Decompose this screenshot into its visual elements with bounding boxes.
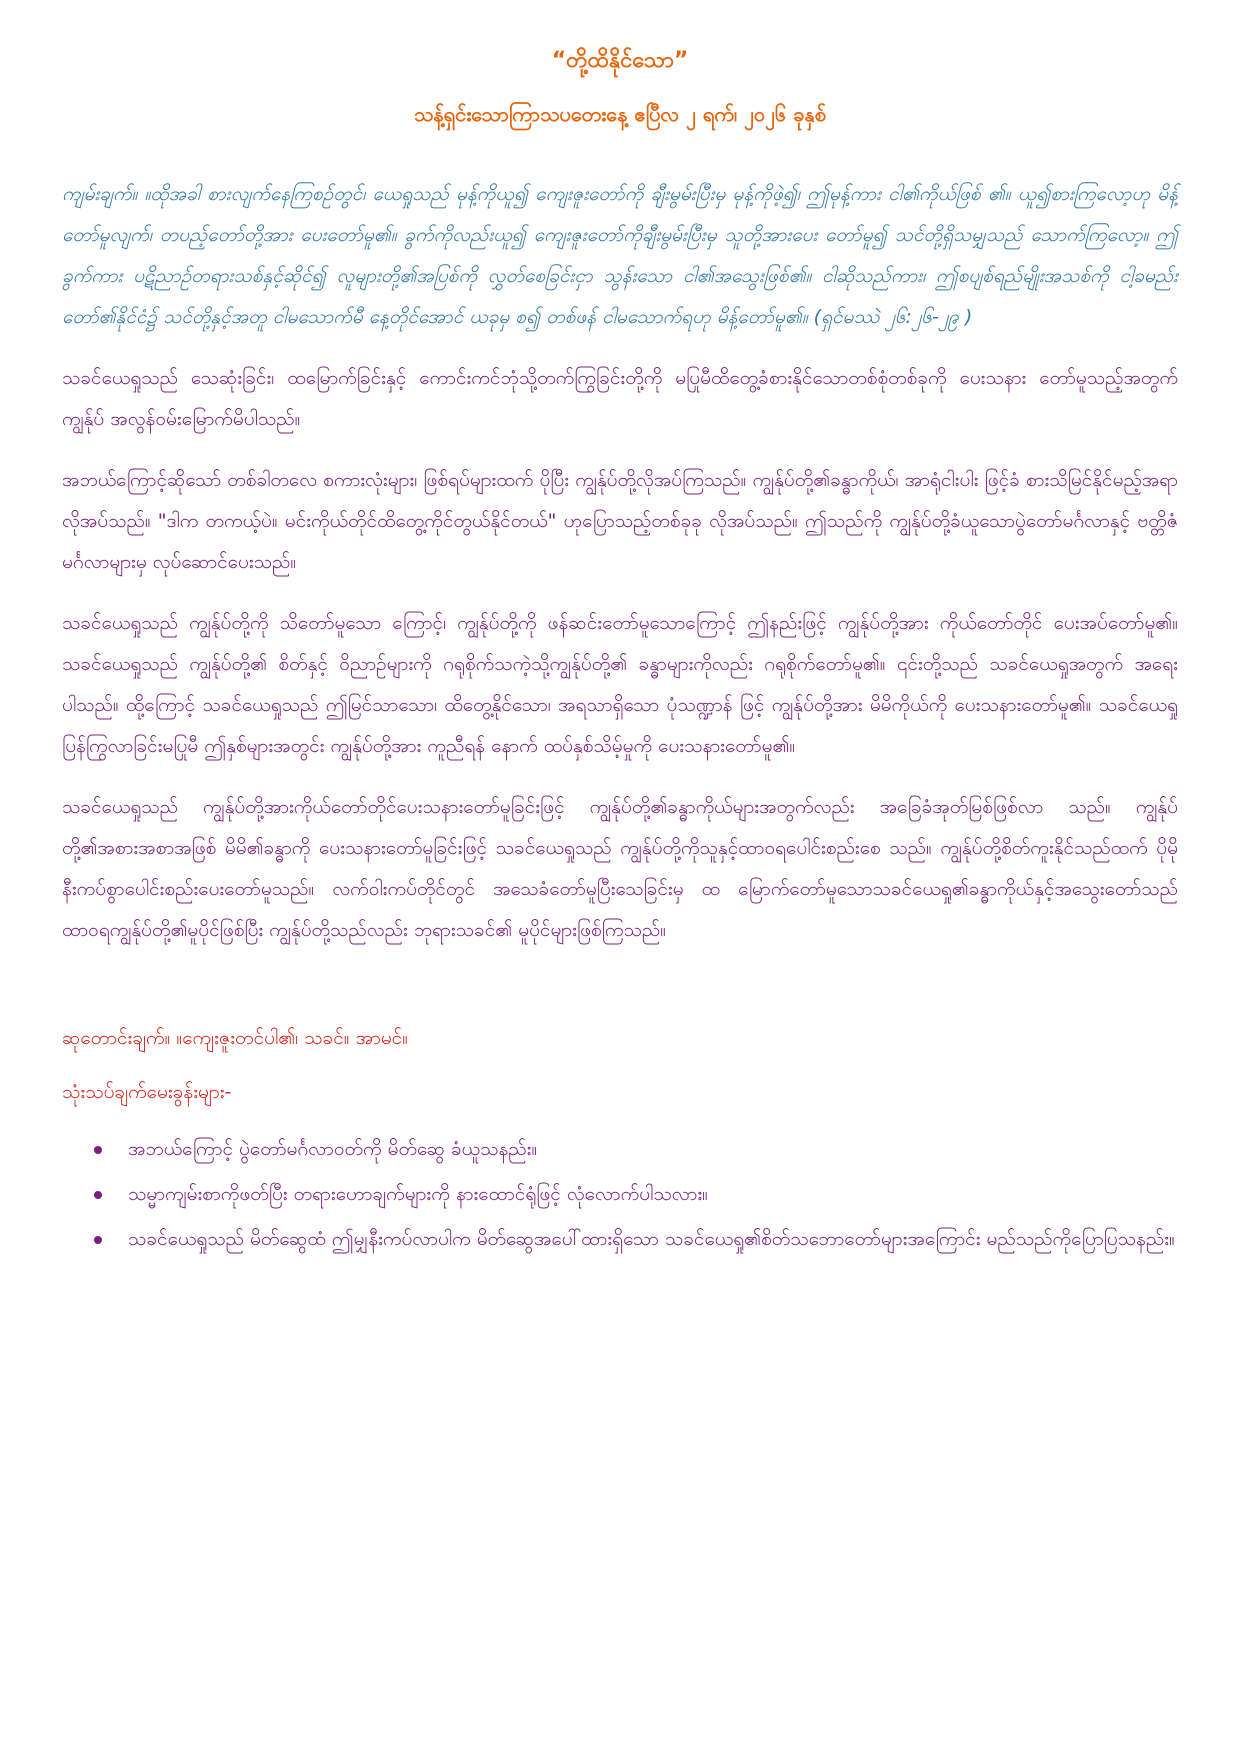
body-paragraph-2: အဘယ်ကြောင့်ဆိုသော် တစ်ခါတလေ စကားလုံးများ၊ ဖြစ်ရပ်များထက် ပိုပြီး ကျွန်ုပ်တို့လိုအပ်ကြသည်။ ကျွန်ုပ်တို့၏ခန္ဓာကိုယ်၊ အာရုံငါးပါး ဖြင့်ခံ စားသိမြင်နိုင်မည့်အရာလိုအပ်သည်။ "ဒါက တကယ့်ပဲ။ မင်းကိုယ်တိုင်ထိတွေ့ကိုင်တွယ်နိုင်တယ်" ဟုပြောသည့်တစ်ခုခု လိုအပ်သည်။ ဤသည်ကို ကျွန်ုပ်တို့ခံယူသောပွဲတော်မင်္ဂလာနှင့် ဗတ္တိဇံမင်္ဂလာများမှ လုပ်ဆောင်ပေးသည်။ — [62, 469, 1178, 573]
page-title: “တို့ထိနိုင်သော” — [551, 48, 689, 73]
reflection-questions-heading: သုံးသပ်ချက်မေးခွန်းများ- — [62, 1081, 232, 1103]
bullet-icon — [94, 1191, 102, 1199]
reflection-questions-list — [62, 1129, 1178, 1260]
body-paragraph-3: သခင်ယေရှုသည် ကျွန်ုပ်တို့ကို သိတော်မူသော ကြောင့်၊ ကျွန်ုပ်တို့ကို ဖန်ဆင်းတော်မူသောကြောင့် ဤနည်းဖြင့် ကျွန်ုပ်တို့အား ကိုယ်တော်တိုင် ပေးအပ်တော်မူ၏။ သခင်ယေရှုသည် ကျွန်ုပ်တို့၏ စိတ်နှင့် ဝိညာဉ်များကို ဂရုစိုက်သကဲ့သို့ကျွန်ုပ်တို့၏ ခန္ဓာများကိုလည်း ဂရုစိုက်တော်မူ၏။ ၎င်းတို့သည် သခင်ယေရှုအတွက် အရေးပါသည်။ ထို့ကြောင့် သခင်ယေရှုသည် ဤမြင်သာသော၊ ထိတွေ့နိုင်သော၊ အရသာရှိသော ပုံသဏ္ဍာန် ဖြင့် ကျွန်ုပ်တို့အား မိမိကိုယ်ကို ပေးသနားတော်မူ၏။ သခင်ယေရှုပြန်ကြွလာခြင်းမပြုမီ ဤနှစ်များအတွင်း ကျွန်ုပ်တို့အား ကူညီရန် နောက် ထပ်နှစ်သိမ့်မှုကို ပေးသနားတော်မူ၏။ — [62, 612, 1178, 757]
prayer-line: ဆုတောင်းချက်။ ။ကျေးဇူးတင်ပါ၏၊ သခင်။ အာမင်။ — [62, 1027, 408, 1049]
bullet-icon — [94, 1146, 102, 1154]
scripture-passage: ကျမ်းချက်။ ။ထိုအခါ စားလျက်နေကြစဉ်တွင်၊ ယေရှုသည် မုန့်ကိုယူ၍ ကျေးဇူးတော်ကို ချီးမွမ်းပြီးမှ မုန့်ကိုဖဲ့၍၊ ဤမုန့်ကား ငါ၏ကိုယ်ဖြစ် ၏။ ယူ၍စားကြလော့ဟု မိန့်တော်မူလျက်၊ တပည့်တော်တို့အား ပေးတော်မူ၏။ ခွက်ကိုလည်းယူ၍ ကျေးဇူးတော်ကိုချီးမွမ်းပြီးမှ သူတို့အားပေး တော်မူ၍ သင်တို့ရှိသမျှသည် သောက်ကြလော့။ ဤခွက်ကား ပဋိညာဉ်တရားသစ်နှင့်ဆိုင်၍ လူများတို့၏အပြစ်ကို လွှတ်စေခြင်းငှာ သွန်းသော ငါ၏အသွေးဖြစ်၏။ ငါဆိုသည်ကား၊ ဤစပျစ်ရည်မျိုးအသစ်ကို ငါ့ခမည်းတော်၏နိုင်ငံ၌ သင်တို့နှင့်အတူ ငါမသောက်မီ နေ့တိုင်အောင် ယခုမှ စ၍ တစ်ဖန် ငါမသောက်ရဟု မိန့်တော်မူ၏။ (ရှင်မဿဲ ၂၆:၂၆-၂၉ ) — [62, 183, 1178, 328]
list-item — [128, 1174, 1178, 1215]
page-subtitle: သန့်ရှင်းသောကြာသပတေးနေ့ ဧပြီလ ၂ ရက်၊ ၂၀၂၆ ခုနှစ် — [413, 102, 827, 126]
body-paragraph-4: သခင်ယေရှုသည် ကျွန်ုပ်တို့အားကိုယ်တော်တိုင်ပေးသနားတော်မူခြင်းဖြင့် ကျွန်ုပ်တို့၏ခန္ဓာကိုယ်များအတွက်လည်း အခြေခံအုတ်မြစ်ဖြစ်လာ သည်။ ကျွန်ုပ်တို့၏အစားအစာအဖြစ် မိမိ၏ခန္ဓာကို ပေးသနားတော်မူခြင်းဖြင့် သခင်ယေရှုသည် ကျွန်ုပ်တို့ကိုသူနှင့်ထာဝရပေါင်းစည်းစေ သည်။ ကျွန်ုပ်တို့စိတ်ကူးနိုင်သည်ထက် ပိုမိုနီးကပ်စွာပေါင်းစည်းပေးတော်မူသည်။ လက်ဝါးကပ်တိုင်တွင် အသေခံတော်မူပြီးသေခြင်းမှ ထ မြောက်တော်မူသောသခင်ယေရှု၏ခန္ဓာကိုယ်နှင့်အသွေးတော်သည် ထာဝရကျွန်ုပ်တို့၏မူပိုင်ဖြစ်ပြီး ကျွန်ုပ်တို့သည်လည်း ဘုရားသခင်၏ မူပိုင်များဖြစ်ကြသည်။ — [62, 796, 1178, 941]
bullet-icon — [94, 1236, 102, 1244]
list-item — [128, 1219, 1178, 1260]
question-text: သမ္မာကျမ်းစာကိုဖတ်ပြီး တရားဟောချက်များကို နားထောင်ရုံဖြင့် လုံလောက်ပါသလား။ — [128, 1183, 708, 1205]
question-text: အဘယ်ကြောင့် ပွဲတော်မင်္ဂလာဝတ်ကို မိတ်ဆွေ ခံယူသနည်း။ — [128, 1138, 538, 1160]
question-text: သခင်ယေရှုသည် မိတ်ဆွေထံ ဤမျှနီးကပ်လာပါက မိတ်ဆွေအပေါ်ထားရှိသော သခင်ယေရှု၏စိတ်သဘောတော်များအကြောင်း မည်သည်ကိုပြောပြသနည်း။ — [128, 1228, 1175, 1250]
list-item — [128, 1129, 1178, 1170]
body-paragraph-1: သခင်ယေရှုသည် သေဆုံးခြင်း၊ ထမြောက်ခြင်းနှင့် ကောင်းကင်ဘုံသို့တက်ကြွခြင်းတို့ကို မပြုမီထိတွေ့ခံစားနိုင်သောတစ်စုံတစ်ခုကို ပေးသနား တော်မူသည့်အတွက် ကျွန်ုပ် အလွန်ဝမ်းမြောက်မိပါသည်။ — [62, 367, 1178, 430]
